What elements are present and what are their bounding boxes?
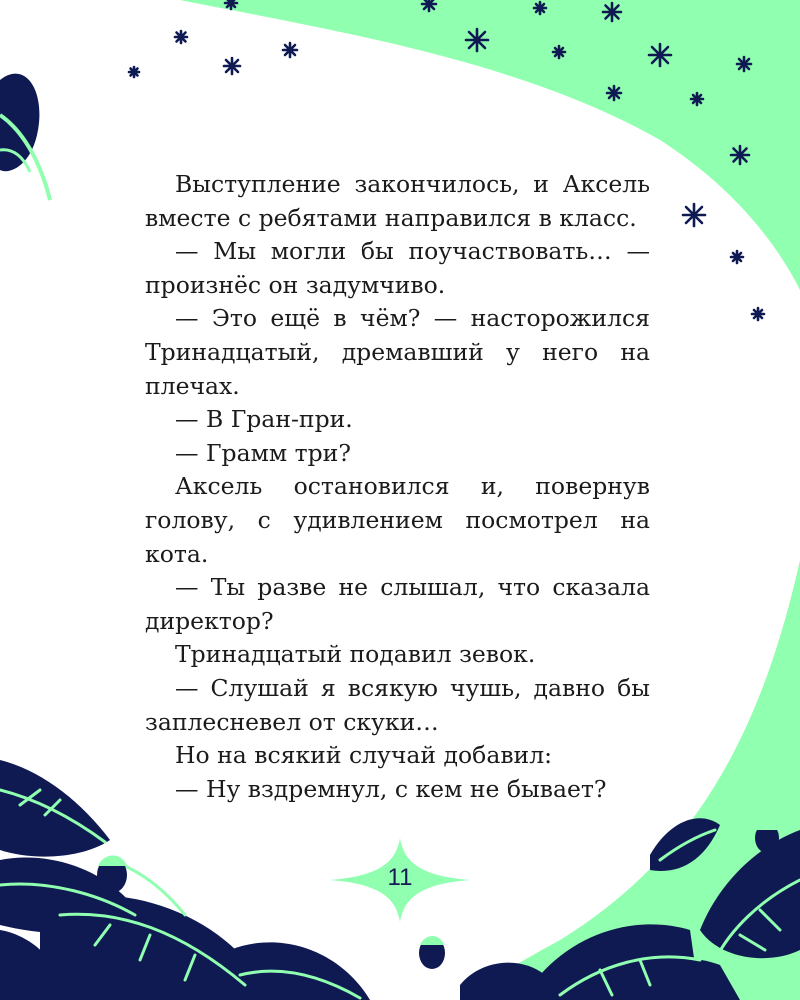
paragraph: — Слушай я всякую чушь, давно бы заплесневел от скуки…	[145, 673, 650, 736]
paragraph: — Мы могли бы поучаствовать… — произнёс он задумчиво.	[145, 237, 650, 299]
paragraph: Но на всякий случай добавил:	[175, 741, 553, 770]
paragraph: — Ну вздремнул, с кем не бывает?	[175, 774, 607, 803]
page-number: 11	[387, 864, 413, 891]
paragraph: Аксель остановился и, повернув голову, с удивлением посмотрел на кота.	[145, 472, 650, 568]
acorn-icon	[755, 821, 779, 853]
paragraph: — В Гран-при.	[175, 405, 353, 434]
paragraph: Тринадцатый подавил зевок.	[175, 640, 536, 669]
story-text	[145, 168, 650, 806]
paragraph: — Ты разве не слышал, что сказала директор?	[145, 573, 650, 635]
leaf-icon	[0, 74, 50, 200]
paragraph: Выступление закончилось, и Аксель вместе с ребятами направился в класс.	[145, 170, 650, 232]
paragraph: — Грамм три?	[175, 438, 351, 467]
paragraph: — Это ещё в чём? — насторожился Тринадцатый, дремавший у него на плечах.	[145, 304, 650, 400]
